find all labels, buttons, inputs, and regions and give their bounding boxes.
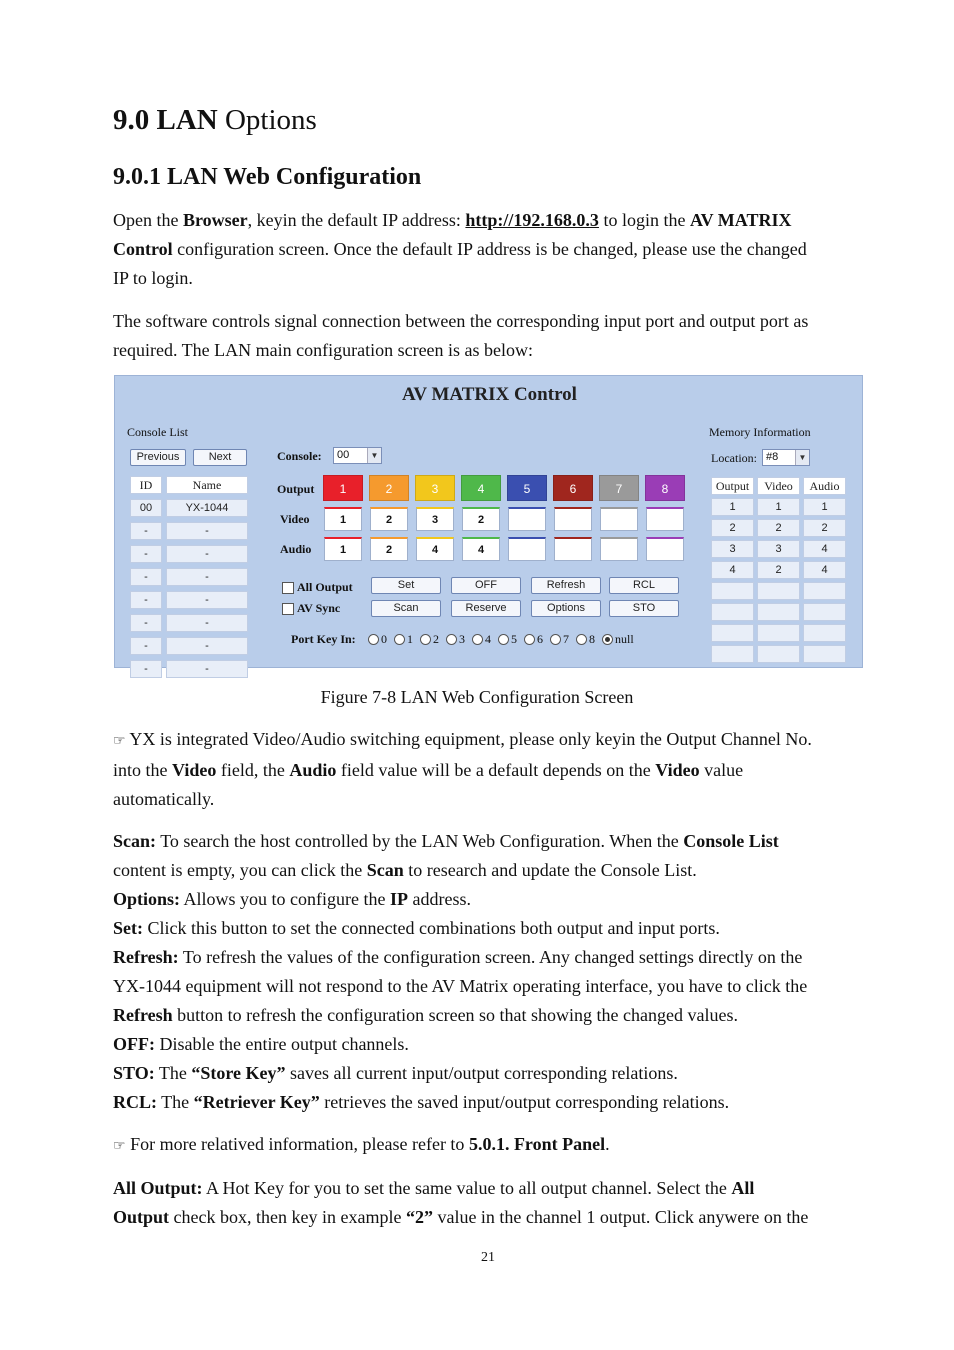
radio-icon (524, 634, 535, 645)
console-cell[interactable]: - (166, 522, 248, 540)
port-key-label: Port Key In: (291, 632, 356, 646)
radio-icon (446, 634, 457, 645)
next-button[interactable]: Next (193, 449, 247, 466)
location-select[interactable]: #8 ▼ (762, 449, 810, 466)
console-cell[interactable]: - (166, 568, 248, 586)
output-channel-7[interactable]: 7 (599, 475, 639, 501)
off-button[interactable]: OFF (451, 577, 521, 594)
memory-cell: 2 (757, 519, 800, 537)
memory-cell: 1 (803, 498, 846, 516)
memory-table (711, 477, 846, 663)
memory-cell: 3 (757, 540, 800, 558)
port-key-value: 6 (537, 632, 543, 646)
memory-col-header: Video (757, 477, 800, 495)
audio-input-2[interactable]: 2 (370, 537, 408, 561)
video-input-2[interactable]: 2 (370, 507, 408, 531)
rcl-button[interactable]: RCL (609, 577, 679, 594)
memory-cell (711, 603, 754, 621)
definitions: Scan: To search the host controlled by the LAN Web Configuration. When the Console List content is empty, you can click the Scan to research and update the Console List. Options: Allows you to configure the IP address. Set: Click this button to set the connected combinations both output and input ports. Refresh: To refresh the values of the configuration screen. Any changed settings directly on the YX-1044 equipment will not respond to the AV Matrix operating interface, you have to click the Refresh button to refresh the configuration screen so that showing the changed values. OFF: Disable the entire output channels. STO: The “Store Key” saves all current input/output corresponding relations. RCL: The “Retriever Key” retrieves the saved input/output corresponding relations. (113, 831, 808, 1112)
output-channel-3[interactable]: 3 (415, 475, 455, 501)
panel-title: AV MATRIX Control (402, 384, 577, 405)
output-channel-5[interactable]: 5 (507, 475, 547, 501)
console-list-label: Console List (127, 425, 189, 439)
pointing-hand-icon: ☞ (113, 733, 126, 749)
console-cell[interactable]: YX-1044 (166, 499, 248, 517)
console-cell[interactable]: - (130, 591, 162, 609)
scan-button[interactable]: Scan (371, 600, 441, 617)
memory-cell: 2 (711, 519, 754, 537)
memory-cell (803, 624, 846, 642)
console-cell[interactable]: - (130, 660, 162, 678)
port-key-radio-3[interactable] (446, 632, 465, 647)
audio-input-3[interactable]: 4 (416, 537, 454, 561)
all-output-label: All Output (297, 580, 353, 594)
memory-info-label: Memory Information (709, 425, 811, 439)
output-label: Output (277, 482, 315, 496)
port-key-radio-4[interactable] (472, 632, 491, 647)
memory-cell (803, 603, 846, 621)
port-key-radio-8[interactable] (576, 632, 595, 647)
radio-icon (550, 634, 561, 645)
radio-icon (576, 634, 587, 645)
port-key-radio-2[interactable] (420, 632, 439, 647)
memory-cell (711, 624, 754, 642)
note-yx: ☞ YX is integrated Video/Audio switching equipment, please only keyin the Output Channel No. into the Video field, the Audio field value will be a default depends on the Video value automatically. (113, 729, 812, 809)
output-channel-8[interactable]: 8 (645, 475, 685, 501)
set-button[interactable]: Set (371, 577, 441, 594)
console-table (130, 476, 248, 678)
port-key-radio-6[interactable] (524, 632, 543, 647)
memory-cell: 2 (757, 561, 800, 579)
page-number: 21 (481, 1250, 495, 1265)
video-input-7[interactable] (600, 507, 638, 531)
console-cell[interactable]: - (130, 522, 162, 540)
port-key-value: 1 (407, 632, 413, 646)
output-channel-1[interactable]: 1 (323, 475, 363, 501)
audio-label: Audio (280, 542, 312, 556)
paragraph-all-output: All Output: A Hot Key for you to set the same value to all output channel. Select the All Output check box, then key in example “2” value in the channel 1 output. Click anywere on the (113, 1178, 809, 1227)
console-cell[interactable]: - (166, 637, 248, 655)
pointing-hand-icon: ☞ (113, 1138, 126, 1154)
port-key-value: 5 (511, 632, 517, 646)
audio-input-7[interactable] (600, 537, 638, 561)
port-key-value: 0 (381, 632, 387, 646)
port-key-value: 7 (563, 632, 569, 646)
port-key-value: 8 (589, 632, 595, 646)
memory-cell: 2 (803, 519, 846, 537)
port-key-value: 4 (485, 632, 491, 646)
memory-col-header: Output (711, 477, 754, 495)
console-label: Console: (277, 449, 322, 463)
port-key-radio-5[interactable] (498, 632, 517, 647)
memory-cell (757, 603, 800, 621)
previous-button[interactable]: Previous (130, 449, 186, 466)
memory-cell: 4 (711, 561, 754, 579)
video-label: Video (280, 512, 310, 526)
memory-cell (757, 582, 800, 600)
radio-icon (602, 634, 613, 645)
heading-lan-options: 9.0 LAN Options (113, 104, 317, 136)
chevron-down-icon: ▼ (367, 448, 381, 463)
av-matrix-screenshot (114, 375, 863, 675)
radio-icon (472, 634, 483, 645)
paragraph-intro: Open the Browser, keyin the default IP address: http://192.168.0.3 to login the AV MATRIX Control configuration screen. Once the default IP address is be changed, please use the changed IP to login. (113, 210, 807, 288)
memory-cell: 3 (711, 540, 754, 558)
audio-input-8[interactable] (646, 537, 684, 561)
paragraph-software: The software controls signal connection between the corresponding input port and output port as required. The LAN main configuration screen is as below: (113, 311, 809, 360)
memory-cell: 1 (757, 498, 800, 516)
console-col-header: ID (130, 476, 162, 494)
radio-icon (498, 634, 509, 645)
memory-col-header: Audio (803, 477, 846, 495)
video-input-8[interactable] (646, 507, 684, 531)
location-label: Location: (711, 451, 757, 465)
av-sync-label: AV Sync (297, 601, 341, 615)
audio-input-6[interactable] (554, 537, 592, 561)
av-sync-checkbox[interactable] (282, 603, 294, 615)
memory-cell (757, 624, 800, 642)
memory-cell (757, 645, 800, 663)
memory-cell: 4 (803, 540, 846, 558)
port-key-value: 3 (459, 632, 465, 646)
console-cell[interactable]: - (166, 591, 248, 609)
chevron-down-icon: ▼ (795, 450, 809, 465)
port-key-radio-null[interactable] (602, 632, 634, 647)
refresh-button[interactable]: Refresh (531, 577, 601, 594)
note-front-panel: ☞ For more relatived information, please refer to 5.0.1. Front Panel. (113, 1134, 610, 1154)
console-col-header: Name (166, 476, 248, 494)
console-select[interactable]: 00 ▼ (333, 447, 382, 464)
output-channel-6[interactable]: 6 (553, 475, 593, 501)
audio-input-1[interactable]: 1 (324, 537, 362, 561)
console-cell[interactable]: - (166, 614, 248, 632)
all-output-checkbox[interactable] (282, 582, 294, 594)
memory-cell: 4 (803, 561, 846, 579)
console-cell[interactable]: - (130, 637, 162, 655)
sto-button[interactable]: STO (609, 600, 679, 617)
reserve-button[interactable]: Reserve (451, 600, 521, 617)
console-cell[interactable]: - (166, 545, 248, 563)
video-input-4[interactable]: 2 (462, 507, 500, 531)
video-input-3[interactable]: 3 (416, 507, 454, 531)
output-channel-2[interactable]: 2 (369, 475, 409, 501)
port-key-radio-1[interactable] (394, 632, 413, 647)
memory-cell (803, 582, 846, 600)
video-input-5[interactable] (508, 507, 546, 531)
memory-cell: 1 (711, 498, 754, 516)
ip-link[interactable]: http://192.168.0.3 (465, 210, 599, 230)
console-cell[interactable]: - (130, 568, 162, 586)
output-channel-4[interactable]: 4 (461, 475, 501, 501)
video-input-6[interactable] (554, 507, 592, 531)
radio-icon (368, 634, 379, 645)
port-key-radio-7[interactable] (550, 632, 569, 647)
port-key-value: null (615, 632, 634, 646)
console-cell[interactable]: - (130, 614, 162, 632)
figure-caption: Figure 7-8 LAN Web Configuration Screen (320, 687, 634, 707)
port-key-radios (368, 632, 641, 647)
radio-icon (420, 634, 431, 645)
console-cell[interactable]: 00 (130, 499, 162, 517)
memory-cell (803, 645, 846, 663)
radio-icon (394, 634, 405, 645)
console-cell[interactable]: - (166, 660, 248, 678)
audio-input-4[interactable]: 4 (462, 537, 500, 561)
heading-lan-web-config: 9.0.1 LAN Web Configuration (113, 164, 422, 190)
memory-cell (711, 645, 754, 663)
memory-cell (711, 582, 754, 600)
audio-input-5[interactable] (508, 537, 546, 561)
console-cell[interactable]: - (130, 545, 162, 563)
options-button[interactable]: Options (531, 600, 601, 617)
video-input-1[interactable]: 1 (324, 507, 362, 531)
port-key-value: 2 (433, 632, 439, 646)
port-key-radio-0[interactable] (368, 632, 387, 647)
